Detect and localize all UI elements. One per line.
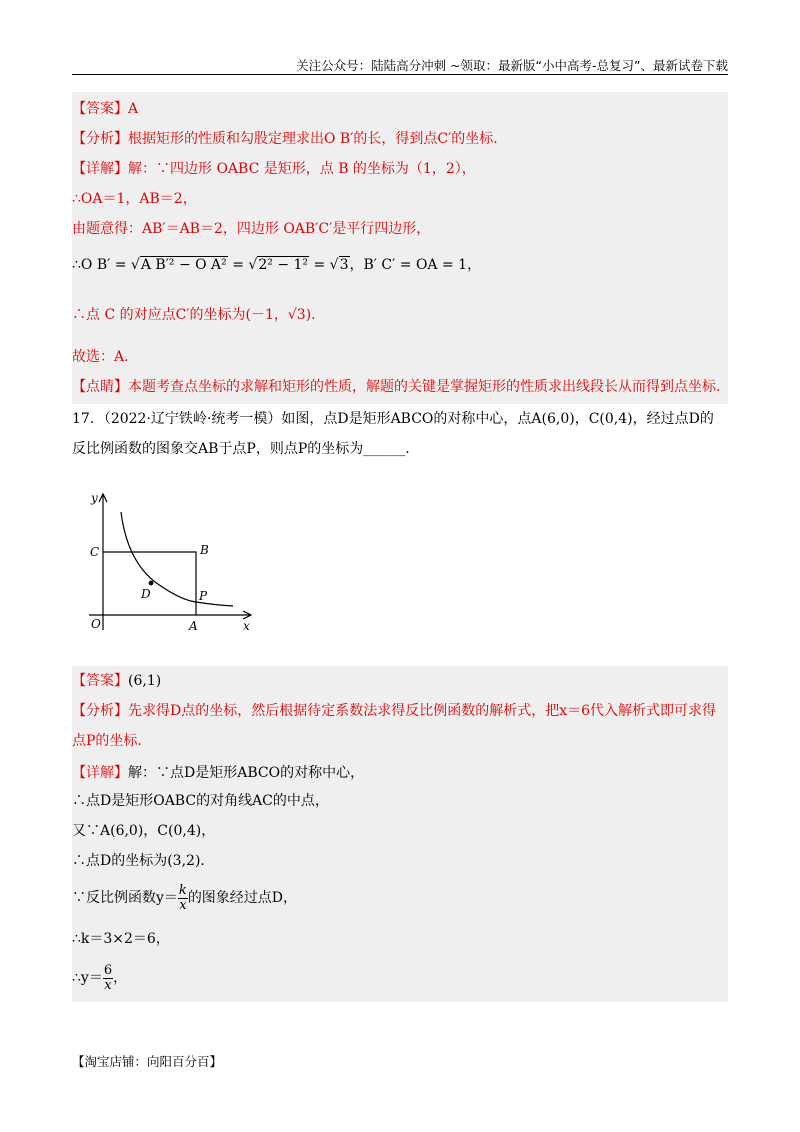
eq-radicand-2: 2² − 1² — [258, 257, 309, 273]
question-line-1: 17．（2022·辽宁铁岭·统考一模）如图，点D是矩形ABCO的对称中心，点A(6,0)，C(0,4)，经过点D的 — [72, 411, 714, 427]
analysis-line — [72, 132, 498, 146]
solution-block-2 — [72, 666, 728, 1002]
question-line-2: 反比例函数的图象交AB于点P，则点P的坐标为______. — [72, 441, 410, 457]
page-footer: 【淘宝店铺：向阳百分百】 — [72, 1054, 223, 1069]
page-header: 关注公众号：陆陆高分冲刺 ~领取：最新版“小中高考-总复习”、最新试卷下载 — [296, 58, 728, 73]
label-b: B — [200, 543, 209, 557]
comment-tag: 【点睛】 — [72, 379, 128, 395]
analysis-line-2b: 点P的坐标. — [72, 733, 142, 749]
label-d: D — [141, 587, 151, 601]
frac-num-k: k — [178, 883, 187, 898]
label-x: x — [243, 619, 250, 633]
func-pre: ∵反比例函数y＝ — [72, 890, 178, 907]
func-post: 的图象经过点D， — [187, 890, 298, 907]
fraction-k-over-x — [178, 884, 188, 912]
answer-text-2: (6,1) — [128, 673, 162, 689]
detail-line-1 — [72, 162, 476, 176]
answer-tag: 【答案】 — [72, 101, 128, 117]
detail2-line-5 — [72, 884, 297, 912]
answer-tag-2: 【答案】 — [72, 673, 128, 689]
detail-text: 解：∵四边形 OABC 是矩形，点 B 的坐标为（1，2）， — [128, 161, 476, 177]
eq-part-1: ∴O B′ = √ — [72, 257, 140, 273]
detail2-line-6: ∴k＝3×2＝6， — [72, 931, 170, 947]
detail2-line-1 — [72, 766, 364, 780]
eq-radicand-3: 3 — [339, 257, 349, 273]
answer-line-2 — [72, 674, 161, 688]
detail-line-5: ∴点 C 的对应点C′的坐标为(－1，√3). — [72, 307, 316, 323]
eq-part-3: = √ — [309, 257, 339, 273]
hyperbola-curve — [121, 512, 233, 606]
eq-part-4: ，B′ C′ = OA = 1， — [349, 257, 482, 273]
point-d — [149, 581, 154, 586]
label-p: P — [199, 589, 208, 603]
frac-num-6: 6 — [103, 963, 113, 978]
label-c: C — [90, 545, 100, 559]
eq-part-2: = √ — [227, 257, 258, 273]
detail-tag: 【详解】 — [72, 161, 128, 177]
fraction-6-over-x — [103, 964, 113, 992]
frac-den-x: x — [179, 897, 187, 913]
detail2-line-7 — [72, 964, 127, 992]
result-pre: ∴y＝ — [72, 970, 103, 987]
frac-den-x-2: x — [104, 977, 112, 993]
analysis-tag-2: 【分析】 — [72, 703, 128, 719]
analysis-text-2: 先求得D点的坐标，然后根据待定系数法求得反比例函数的解析式，把x＝6代入解析式即可求得 — [128, 703, 717, 719]
detail-text-2: 解：∵点D是矩形ABCO的对称中心， — [128, 765, 365, 781]
detail2-line-3: 又∵A(6,0)，C(0,4)， — [72, 823, 216, 839]
label-a: A — [189, 619, 198, 633]
answer-line — [72, 102, 138, 116]
detail-line-3: 由题意得：AB′＝AB＝2，四边形 OAB′C′是平行四边形， — [72, 221, 431, 237]
comment-line — [72, 380, 720, 394]
detail2-line-4: ∴点D的坐标为(3,2). — [72, 853, 205, 869]
label-y: y — [91, 491, 98, 505]
detail-line-4 — [72, 258, 481, 272]
detail-line-6: 故选：A. — [72, 349, 129, 365]
detail-line-2: ∴OA＝1，AB＝2， — [72, 191, 197, 207]
eq-radicand-1: A B′² − O A² — [140, 257, 227, 273]
result-post: ， — [113, 970, 128, 987]
detail-tag-2: 【详解】 — [72, 765, 128, 781]
question-figure — [85, 490, 255, 635]
header-rule — [72, 74, 728, 75]
solution-block-1 — [72, 92, 728, 404]
analysis-text: 根据矩形的性质和勾股定理求出O B′的长，得到点C′的坐标. — [128, 131, 498, 147]
comment-text: 本题考查点坐标的求解和矩形的性质，解题的关键是掌握矩形的性质求出线段长从而得到点坐标. — [128, 379, 721, 395]
analysis-tag: 【分析】 — [72, 131, 128, 147]
detail2-line-2: ∴点D是矩形OABC的对角线AC的中点， — [72, 793, 329, 809]
answer-text: A — [128, 101, 139, 117]
analysis-line-2 — [72, 704, 716, 718]
label-o: O — [91, 617, 101, 631]
